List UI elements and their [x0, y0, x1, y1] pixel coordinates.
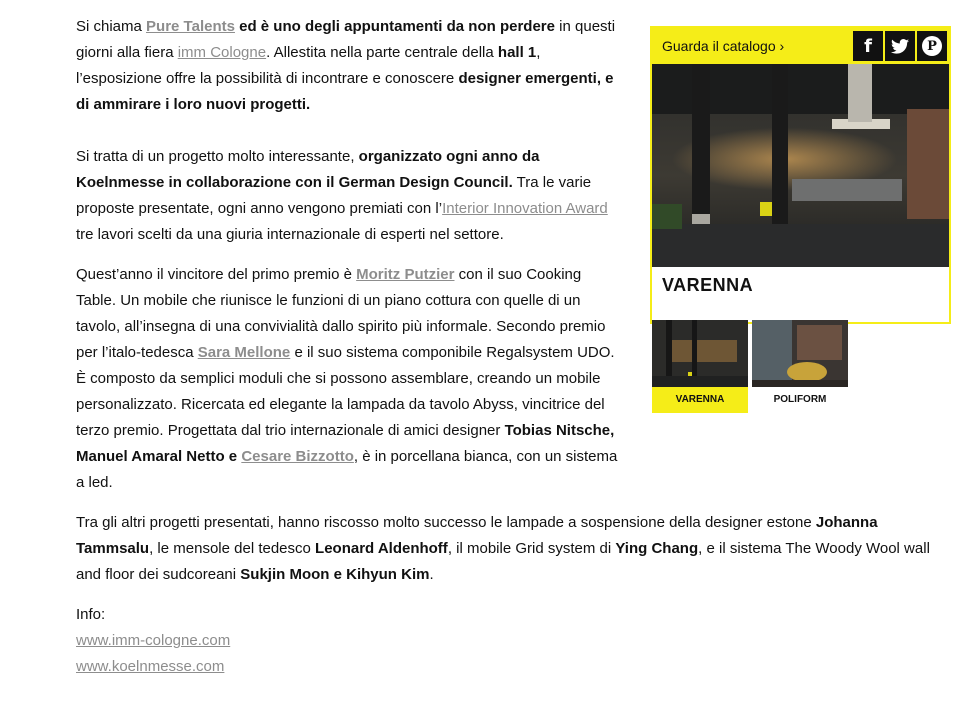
thumb-label: POLIFORM [773, 394, 827, 405]
text-bold: Johanna Tammsalu [76, 514, 878, 557]
catalog-link-label: Guarda il catalogo [662, 38, 776, 54]
link-imm-cologne-site[interactable]: www.imm-cologne.com [76, 632, 231, 649]
thumb-poliform[interactable] [752, 320, 848, 413]
text: in questi giorni alla fiera [76, 18, 616, 61]
text: , e il sistema The Woody Wool wall and floor dei sudcoreani [76, 540, 930, 583]
text: Quest’anno il vincitore del primo premio è [76, 266, 357, 283]
social-share [853, 31, 949, 61]
widget-brand-name[interactable]: VARENNA [662, 275, 754, 295]
widget-header [652, 28, 949, 64]
text: Si tratta di un progetto molto interessante, [76, 148, 359, 165]
link-sara-mellone[interactable]: Sara Mellone [197, 344, 291, 361]
text: , le mensole del tedesco [149, 540, 316, 557]
text: . Allestita nella parte centrale della [266, 44, 498, 61]
text: , l’esposizione offre la possibilità di incontrare e conoscere [76, 44, 541, 87]
thumb-varenna[interactable] [652, 320, 748, 413]
text: con il suo Cooking Table. Un mobile che riunisce le funzioni di un piano cottura con quelle di un tavolo, all’insegna di una convivialità dallo spirito più informale. Secondo premio per l’italo-tedesca [76, 266, 606, 361]
pinterest-circle [922, 36, 942, 56]
catalog-thumbnails [652, 320, 848, 413]
paragraph-info [76, 602, 946, 680]
twitter-icon[interactable] [885, 31, 915, 61]
text: , è in porcellana bianca, con un sistema a led. [76, 448, 618, 491]
text-bold: ed è uno degli appuntamenti da non perdere [234, 18, 555, 35]
text: Tra le varie proposte presentate, ogni anno vengono premiati con l’ [76, 174, 592, 217]
text: e il suo sistema componibile Regalsystem UDO. È composto da semplici moduli che si possono assemblare, creando un mobile personalizzato. Ricercata ed elegante la lampada da tavolo Abyss, vincitrice del terzo premio. Progettata dal trio internazionale di amici designer [76, 344, 615, 439]
thumb-varenna-image [652, 320, 748, 387]
text-bold: Leonard Aldenhoff [315, 540, 448, 557]
facebook-icon[interactable] [853, 31, 883, 61]
twitter-bird-icon [891, 39, 909, 54]
link-imm-cologne[interactable]: imm Cologne [177, 44, 267, 61]
text: Tra gli altri progetti presentati, hanno riscosso molto successo le lampade a sospensione della designer estone [76, 514, 816, 531]
text-bold: Tobias Nitsche, Manuel Amaral Netto e [76, 422, 615, 465]
pinterest-glyph: P [927, 38, 937, 54]
text-bold: designer emergenti, e di ammirare i loro nuovi progetti. [76, 70, 614, 113]
thumb-label: VARENNA [652, 387, 748, 413]
facebook-glyph: f [864, 35, 872, 57]
text-bold: Ying Chang [615, 540, 699, 557]
chevron-right-icon: › [779, 38, 785, 54]
text: . [429, 566, 434, 583]
thumb-poliform-image [752, 320, 848, 387]
kitchen-photo[interactable] [652, 64, 949, 267]
link-pure-talents[interactable]: Pure Talents [146, 18, 235, 35]
link-koelnmesse-site[interactable]: www.koelnmesse.com [76, 658, 225, 675]
paragraph-others [76, 510, 946, 588]
link-moritz-putzier[interactable]: Moritz Putzier [356, 266, 455, 283]
text-bold: organizzato ogni anno da Koelnmesse in collaborazione con il German Design Council. [76, 148, 540, 191]
text: Si chiama [76, 18, 147, 35]
catalog-link[interactable] [662, 38, 784, 54]
text: tre lavori scelti da una giuria internazionale di esperti nel settore. [76, 226, 504, 243]
text-bold: Sukjin Moon e Kihyun Kim [240, 566, 430, 583]
pinterest-icon[interactable] [917, 31, 947, 61]
text: , il mobile Grid system di [447, 540, 616, 557]
link-interior-innovation-award[interactable]: Interior Innovation Award [442, 200, 608, 217]
catalog-widget [650, 26, 951, 324]
text-bold: hall 1 [497, 44, 537, 61]
info-label: Info: [76, 606, 106, 623]
link-cesare-bizzotto[interactable]: Cesare Bizzotto [241, 448, 354, 465]
